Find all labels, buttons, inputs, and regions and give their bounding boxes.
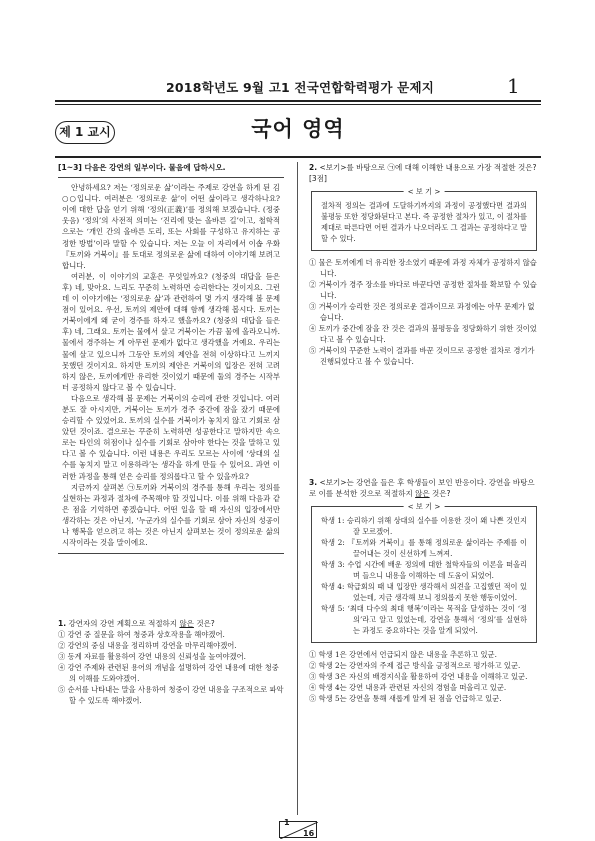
passage-paragraph: 안녕하세요? 저는 ‘정의로운 삶’이라는 주제로 강연을 하게 된 김○○입니다. 여러분은 ‘정의로운 삶’이 어떤 삶이라고 생각하나요? 이에 대한 답을 얻기 위해 ‘정의(正義)’를 정의해 보겠습니다. (정중 웃음) ‘정의’의 사전적 의미는 ‘진리에 맞는 올바른 길’이고, 철학적으로는 ‘개인 간의 올바른 도리, 또는 사회를 구성하고 유지하는 공정한 방법’이라 말할 수 있습니다. 저는 오늘 이 자리에서 이솝 우화 『토끼와 거북이』를 토대로 정의로운 삶에 대하여 이야기해 보려고 합니다. xyxy=(62,183,280,270)
answer-option[interactable]: ④ 토끼가 중간에 잠을 잔 것은 결과의 불평등을 정당화하기 위한 것이었다고 볼 수 있습니다. xyxy=(309,324,537,344)
answer-option[interactable]: ① 학생 1은 강연에서 언급되지 않은 내용을 추론하고 있군. xyxy=(309,650,497,659)
stem-text: 것은? xyxy=(429,489,451,498)
answer-option[interactable]: ① 물은 토끼에게 더 유리한 장소였기 때문에 과정 자체가 공정하지 않습니다. xyxy=(309,258,537,278)
question-number: 3. xyxy=(309,478,318,487)
answer-option[interactable]: ③ 학생 3은 자신의 배경지식을 활용하여 강연 내용을 이해하고 있군. xyxy=(309,672,528,681)
subject-title: 국어 영역 xyxy=(251,117,345,141)
answer-option[interactable]: ⑤ 거북이의 꾸준한 노력이 결과를 바꾼 것이므로 공정한 절차로 경기가 진행되었다고 볼 수 있습니다. xyxy=(309,346,535,366)
student-reaction: 학생 2: 『토끼와 거북이』를 통해 정의로운 삶이라는 주제를 이끌어내는 것이 신선하게 느껴져. xyxy=(321,538,527,558)
set-heading: [1~3] 다음은 강연의 일부이다. 물음에 답하시오. xyxy=(58,163,226,172)
answer-option[interactable]: ② 거북이가 경주 장소를 바다로 바꾼다면 공정한 절차를 확보할 수 있습니다. xyxy=(309,280,537,300)
passage-paragraph: 여러분, 이 이야기의 교훈은 무엇일까요? (청중의 대답을 듣은 후) 네, 맞아요. 느리도 꾸준히 노력하면 승리한다는 것이지요. 그런데 이 이야기에는 ‘정의로운 삶’과 관련하여 몇 가지 생각해 볼 문제점이 있어요. 우선, 토끼의 제안에 대해 함께 생각해 봅시다. 토끼는 거북이에게 왜 굳이 경주를 하자고 했을까요? (청중의 대답을 들은 후) 네, 그래요. 토끼는 물에서 살고 거북이는 가끔 물에 올라오니까. 물에서 경주하는 게 아무런 문제가 없다고 생각했을 거예요. 우리는 물에 살고 있으니까 그동안 토끼의 제안을 전혀 이상하다고 느끼지 못했던 것이지요. 하지만 토끼의 제안은 거북이의 입장은 전혀 고려하지 않은, 토끼에게만 유리한 것이었기 때문에 둘의 경주는 시작부터 공정하지 않다고 볼 수 있습니다. xyxy=(62,271,280,392)
column-divider xyxy=(297,162,298,815)
answer-option[interactable]: ⑤ 학생 5는 강연을 통해 새롭게 알게 된 점을 언급하고 있군. xyxy=(309,694,502,703)
stem-text: 강연자의 강연 계획으로 적절하지 xyxy=(68,619,180,629)
answer-option[interactable]: ③ 거북이가 승리한 것은 정의로운 결과이므로 과정에는 아무 문제가 없습니다. xyxy=(309,302,535,322)
bogi-text: 절차적 정의는 결과에 도달하기까지의 과정이 공정했다면 결과의 불평등 또한 정당화된다고 본다. 즉 공정한 절차가 있고, 이 절차를 제대로 따른다면 어떤 결과가 나오더라도 그 결과는 공정하다고 말할 수 있다. xyxy=(321,201,527,243)
question-number: 1. xyxy=(58,619,67,629)
title-rule xyxy=(55,156,541,158)
answer-option[interactable]: ④ 학생 4는 강연 내용과 관련된 자신의 경험을 떠올리고 있군. xyxy=(309,683,507,692)
answer-option[interactable]: ② 강연의 중심 내용을 정리하며 강연을 마무리해야겠어. xyxy=(58,641,237,651)
passage-paragraph: 다음으로 생각해 볼 문제는 거북이의 승리에 관한 것입니다. 여러분도 잘 아시지만, 거북이는 토끼가 경주 중간에 잠을 잤기 때문에 승리할 수 있었어요. 토끼의 실수를 거북이가 놓치지 않고 기회로 삼았던 것이죠. 결으로는 꾸준히 노력하면 성공한다고 말하지만 속으로는 타인의 허점이나 실수를 기회로 삼아야 한다는 것을 말하고 있다고 볼 수 있습니다. 이런 내용은 우리도 모르는 사이에 ‘상대의 실수를 놓치지 말고 이용하라’는 생각을 하게 만들 수 있어요. 과연 이러한 과정을 통해 얻은 승리를 정의롭다고 할 수 있을까요? xyxy=(62,393,280,481)
question-3 xyxy=(309,477,539,704)
student-reaction: 학생 1: 승리하기 위해 상대의 실수를 이용한 것이 왜 나쁜 것인지 잘 모르겠어. xyxy=(321,516,527,536)
student-reaction: 학생 4: 학급회의 때 내 입장만 생각해서 의견을 고집했던 적이 있었는데, 지금 생각해 보니 정의롭지 못한 행동이었어. xyxy=(321,582,527,602)
stem-text: <보기>를 바탕으로 ㉠에 대해 이해한 내용으로 가장 적절한 것은? [3점] xyxy=(309,163,537,183)
current-page: 1 xyxy=(284,818,290,827)
exam-title: 2018학년도 9월 고1 전국연합학력평가 문제지 xyxy=(166,80,434,95)
bogi-box xyxy=(311,187,537,251)
lecture-passage xyxy=(58,177,284,554)
question-2 xyxy=(309,162,539,367)
bogi-label: < 보 기 > xyxy=(404,186,445,197)
student-reaction: 학생 5: ‘최대 다수의 최대 행복’이라는 목적을 달성하는 것이 ‘정의’라고 알고 있었는데, 강연을 통해서 ‘정의’를 실현하는 과정도 중요하다는 것을 알게 되었어. xyxy=(321,604,527,635)
question-number: 2. xyxy=(309,163,318,172)
question-2-stem xyxy=(309,162,539,184)
total-pages: 16 xyxy=(303,829,315,838)
answer-option[interactable]: ① 강연 중 질문을 하여 청중과 상호작용을 해야겠어. xyxy=(58,630,225,640)
question-3-stem xyxy=(309,477,539,499)
left-column xyxy=(58,162,284,706)
header-rule xyxy=(55,100,541,102)
stem-text: 것은? xyxy=(193,619,215,629)
question-1 xyxy=(58,618,284,706)
answer-option[interactable]: ③ 동계 자료를 활용하여 강연 내용의 신뢰성을 높여야겠어. xyxy=(58,652,246,662)
right-column xyxy=(309,162,539,704)
bogi-box xyxy=(311,502,537,643)
answer-option[interactable]: ② 학생 2는 강연자의 주제 접근 방식을 긍정적으로 평가하고 있군. xyxy=(309,661,521,670)
stem-negation: 않은 xyxy=(415,489,430,498)
stem-text: <보기>는 강연을 들은 후 학생들이 보인 반응이다. 강연을 바탕으로 이를 분석한 것으로 적절하지 xyxy=(309,478,535,498)
student-reaction: 학생 3: 수업 시간에 배운 정의에 대한 철학자들의 이론을 떠올리며 들으니 내용을 이해하는 데 도움이 되었어. xyxy=(321,560,527,580)
page-number: 1 xyxy=(507,74,520,98)
answer-option[interactable]: ⑤ 순서를 나타내는 말을 사용하여 청중이 강연 내용을 구조적으로 파악할 수 있도록 해야겠어. xyxy=(58,685,284,706)
stem-negation: 않은 xyxy=(179,619,194,629)
bogi-label: < 보 기 > xyxy=(404,501,445,512)
session-badge: 제 1 교시 xyxy=(55,121,115,144)
passage-paragraph: 지금까지 살펴본 ㉠토끼와 거북이의 경주를 통해 우리는 정의를 실현하는 과정과 절차에 주목해야 할 것입니다. 이를 위해 다음과 같은 점을 기억하면 좋겠습니다. 어떤 일을 할 때 자신의 입장에서만 생각하는 것은 아닌지, ‘누군가의 실수를 기회로 삼아 자신의 성공이나 행복을 얻으려고 하는 것은 아닌지 살펴보는 것이 정의로운 삶의 시작이라는 것을 말이에요. xyxy=(62,482,280,548)
header-rule-thin xyxy=(55,104,541,105)
answer-option[interactable]: ④ 강연 주제와 관련된 용어의 개념을 설명하여 강연 내용에 대한 청중의 이해를 도와야겠어. xyxy=(58,663,279,684)
question-1-stem xyxy=(58,618,284,629)
